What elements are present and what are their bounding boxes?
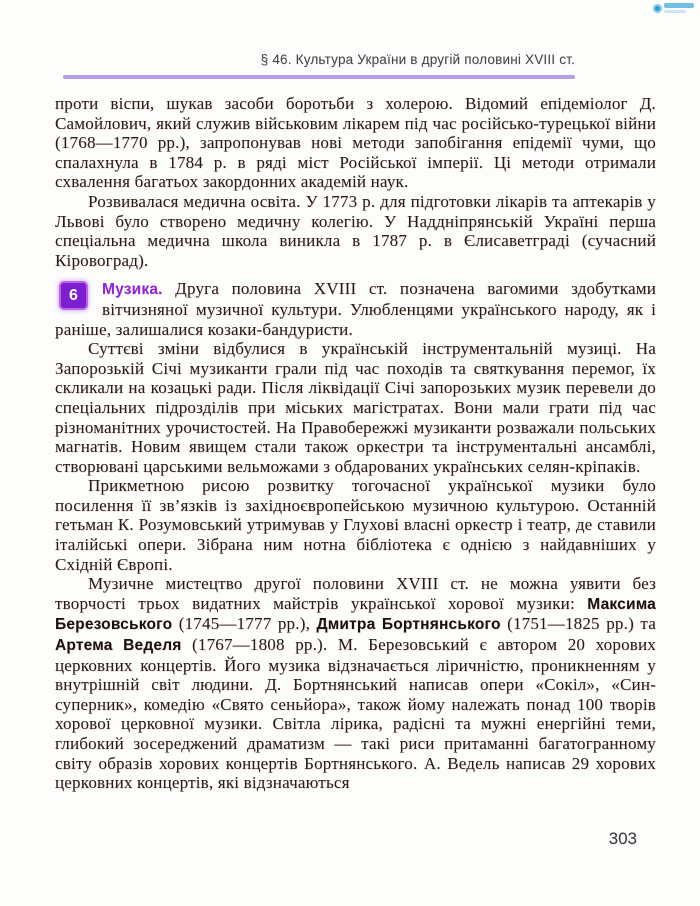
logo-text-mark [664,3,694,13]
page-header-section-title: § 46. Культура України в другій половині XVIII ст. [260,52,575,67]
body-text [55,94,656,793]
paragraph-choral-masters: Музичне мистецтво другої половини XVIII ст. не можна уявити без творчості трьох видатних майстрів української хорової музики: Максима Березовського (1745—1777 рр.), Дмитра Бортнянського (1751—1825 рр.) та Артема Веделя (1767—1808 рр.). М. Березовський є автором 20 хорових церковних концертів. Його музика відзначається ліричністю, проникненням у внутрішній світ людини. Д. Бортнянський написав опери «Сокіл», «Син-суперник», комедію «Свято сеньйора», також йому належать понад 100 творів хорової церковної музики. Світла лірика, радісні та мужні енергійні теми, глибокий зосереджений драматизм — такі риси притаманні багатогранному світу образів хорових концертів Бортнянського. А. Ведель написав 29 хорових церковних концертів, які відзначаються [55,574,657,793]
page-number: 303 [608,829,637,848]
paragraph-instrumental-music: Суттєві зміни відбулися в українській інструментальній музиці. На Запорозькій Січі музиканти грали під час походів та святкування перемог, їх скликали на козацькі ради. Після ліквідації Січі запорозьких музик перевели до спеціальних підрозділів при міських магістратах. Вони мали грати під час різноманітних урочистостей. На Правобережжі музиканти розважали польських магнатів. Новим явищем стали також оркестри та інструментальні ансамблі, створювані царськими вельможами з обдарованих українських селян-кріпаків. [55,339,656,476]
paragraph-western-ties: Прикметною рисою розвитку тогочасної української музики було посилення її зв’язків із західноєвропейською музичною культурою. Останній гетьман К. Розумовський утримував у Глухові власні оркестр і театр, де ставили італійські опери. Зібрана ним нотна бібліотека є однією з найдавніших у Східній Європі. [55,476,656,574]
paragraph-smallpox-cholera: проти віспи, шукав засоби боротьби з холерою. Відомий епідеміолог Д. Самойлович, який служив військовим лікарем під час російсько-турецької війни (1768—1770 рр.), запропонував нові методи запобігання епідемії чуми, що спалахнула в 1784 р. в ряді міст Російської імперії. Ці методи отримали схвалення багатьох закордонних академій наук. [55,94,656,192]
paragraph-medical-education: Розвивалася медична освіта. У 1773 р. для підготовки лікарів та аптекарів у Львові було створено медичну колегію. У Наддніпрянській Україні перша спеціальна медична школа виникла в 1787 р. в Єлисаветграді (сучасний Кіровоград). [55,191,656,270]
paragraph-music-section [55,279,656,339]
publisher-logo-icon [653,3,694,13]
section-number-badge: 6 [59,281,88,310]
header-divider-rule [63,75,575,79]
section-label-music: Музика. [102,281,163,299]
logo-circle-icon [653,4,662,13]
music-section-intro-text: Друга половина XVIII ст. позначена вагомими здобутками вітчизняної музичної культури. Улюбленцями українського народу, як і раніше, залишалися козаки-бандуристи. [55,279,656,339]
